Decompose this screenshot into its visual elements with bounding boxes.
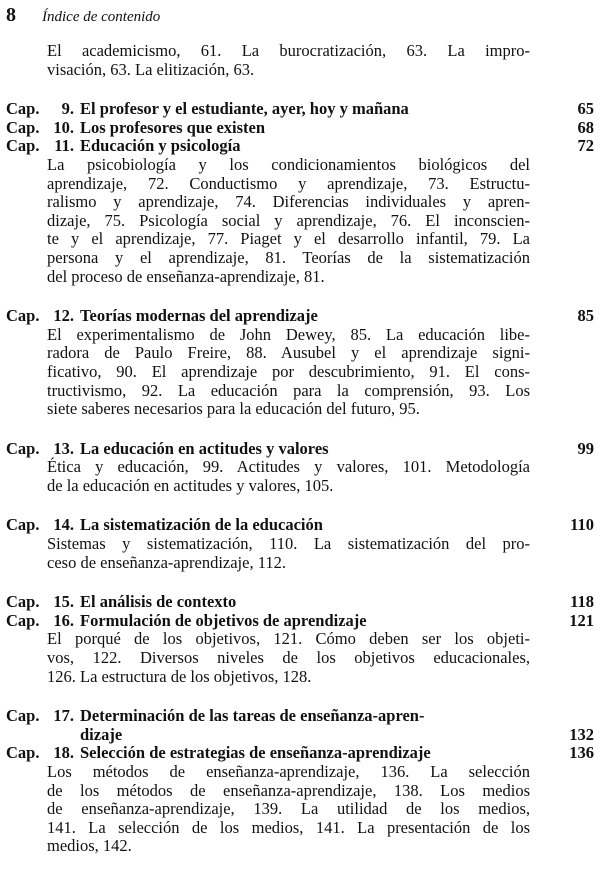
description-line: ralismo y aprendizaje, 74. Diferencias individuales y apren- [47, 192, 530, 212]
description-line: 141. La selección de los medios, 141. La presentación de los [47, 817, 530, 837]
description-line: vos, 122. Diversos niveles de los objetivos educacionales, [47, 648, 530, 668]
toc-intro [0, 42, 600, 79]
chapter-label: Cap. [6, 99, 40, 119]
page-number: 8 [6, 4, 16, 26]
chapter-page [534, 707, 600, 726]
chapter-entry [0, 100, 600, 119]
chapter-label: Cap. [6, 706, 40, 726]
description-line: medios, 142. [47, 836, 132, 856]
chapter-entry [0, 726, 600, 745]
chapter-page: 132 [569, 724, 594, 744]
chapter-entry [0, 707, 600, 726]
description-line: La psicobiología y los condicionamientos biológicos del [47, 154, 530, 174]
description-line: siete saberes necesarios para la educación del futuro, 95. [47, 399, 420, 419]
chapter-entry [0, 440, 600, 459]
chapter-label: Cap. [6, 136, 40, 156]
chapter-entry [0, 137, 600, 156]
chapter-label: Cap. [6, 306, 40, 326]
description-line: El academicismo, 61. La burocratización, 63. La impro- [47, 41, 530, 60]
chapter-number [42, 726, 80, 745]
table-of-contents [0, 42, 600, 877]
description-line: radora de Paulo Freire, 88. Ausubel y el aprendizaje signi- [47, 343, 530, 363]
running-title: Índice de contenido [42, 9, 161, 25]
chapter-title: Selección de estrategias de enseñanza-aprendizaje [80, 743, 431, 763]
chapter-label: Cap. [6, 515, 40, 535]
chapter-description [47, 535, 530, 572]
description-line: 126. La estructura de los objetivos, 128. [47, 666, 312, 686]
description-line: El experimentalismo de John Dewey, 85. La educación libe- [47, 324, 530, 344]
description-line: dizaje, 75. Psicología social y aprendizaje, 76. El inconscien- [47, 210, 530, 230]
chapter-label: Cap. [6, 117, 40, 137]
chapter-page: 68 [577, 117, 594, 137]
toc-block [0, 307, 600, 419]
chapter-page: 99 [577, 438, 594, 458]
chapter-description [47, 630, 530, 686]
chapter-number: 15. [53, 592, 74, 612]
chapter-title: El profesor y el estudiante, ayer, hoy y mañana [80, 99, 409, 119]
description-line: tructivismo, 92. La educación para la comprensión, 93. Los [47, 380, 530, 400]
chapter-page: 72 [577, 136, 594, 156]
chapter-description [47, 156, 530, 286]
chapter-page: 121 [569, 610, 594, 630]
toc-block [0, 440, 600, 496]
chapter-title: Educación y psicología [80, 136, 241, 156]
toc-block [0, 100, 600, 286]
toc-block [0, 707, 600, 856]
chapter-description [47, 326, 530, 419]
chapter-entry [0, 744, 600, 763]
description-line: ceso de enseñanza-aprendizaje, 112. [47, 552, 286, 572]
chapter-number: 13. [53, 438, 74, 458]
description-line: visación, 63. La elitización, 63. [47, 59, 255, 79]
chapter-page: 110 [570, 515, 594, 535]
chapter-entry [0, 612, 600, 631]
chapter-title: La educación en actitudes y valores [80, 438, 329, 458]
chapter-number: 12. [53, 306, 74, 326]
toc-block [0, 516, 600, 572]
chapter-title: Determinación de las tareas de enseñanza-apren- [80, 706, 425, 726]
description-line: El porqué de los objetivos, 121. Cómo deben ser los objeti- [47, 629, 530, 649]
description-line: Ética y educación, 99. Actitudes y valores, 101. Metodología [47, 457, 530, 477]
description-line: ficativo, 90. El aprendizaje por descubrimiento, 91. El cons- [47, 361, 530, 381]
chapter-number: 16. [53, 610, 74, 630]
chapter-entry [0, 593, 600, 612]
chapter-number: 17. [53, 706, 74, 726]
chapter-label [0, 726, 42, 745]
chapter-description [47, 458, 530, 495]
description-line: del proceso de enseñanza-aprendizaje, 81. [47, 266, 325, 286]
description-line: aprendizaje, 72. Conductismo y aprendizaje, 73. Estructu- [47, 173, 530, 193]
chapter-number: 10. [53, 117, 74, 137]
chapter-title: Los profesores que existen [80, 117, 266, 137]
chapter-entry [0, 516, 600, 535]
description-line: Sistemas y sistematización, 110. La sistematización del pro- [47, 534, 530, 554]
description-line: de los métodos de enseñanza-aprendizaje, 138. Los medios [47, 780, 530, 800]
chapter-number: 14. [53, 515, 74, 535]
running-header [6, 4, 160, 26]
description-line: de la educación en actitudes y valores, 105. [47, 475, 334, 495]
chapter-entry [0, 307, 600, 326]
chapter-number: 9. [61, 99, 74, 119]
chapter-page: 85 [577, 306, 594, 326]
chapter-label: Cap. [6, 743, 40, 763]
chapter-title: El análisis de contexto [80, 592, 237, 612]
chapter-title: Teorías modernas del aprendizaje [80, 306, 318, 326]
chapter-label: Cap. [6, 438, 40, 458]
chapter-label: Cap. [6, 610, 40, 630]
chapter-page: 118 [570, 592, 594, 612]
toc-block [0, 593, 600, 686]
description-line: te y el aprendizaje, 77. Piaget y el desarrollo infantil, 79. La [47, 229, 530, 249]
description-line: persona y el aprendizaje, 81. Teorías de la sistematización [47, 247, 530, 267]
description-line: Los métodos de enseñanza-aprendizaje, 136. La selección [47, 762, 530, 781]
chapter-number: 18. [53, 743, 74, 763]
chapter-title: La sistematización de la educación [80, 515, 323, 535]
chapter-description [47, 763, 530, 856]
chapter-title: dizaje [80, 724, 123, 744]
chapter-page: 136 [569, 743, 594, 763]
chapter-title: Formulación de objetivos de aprendizaje [80, 610, 367, 630]
chapter-page: 65 [577, 99, 594, 119]
chapter-entry [0, 119, 600, 138]
chapter-label: Cap. [6, 592, 40, 612]
chapter-number: 11. [54, 136, 74, 156]
description-line: de enseñanza-aprendizaje, 139. La utilidad de los medios, [47, 799, 530, 819]
